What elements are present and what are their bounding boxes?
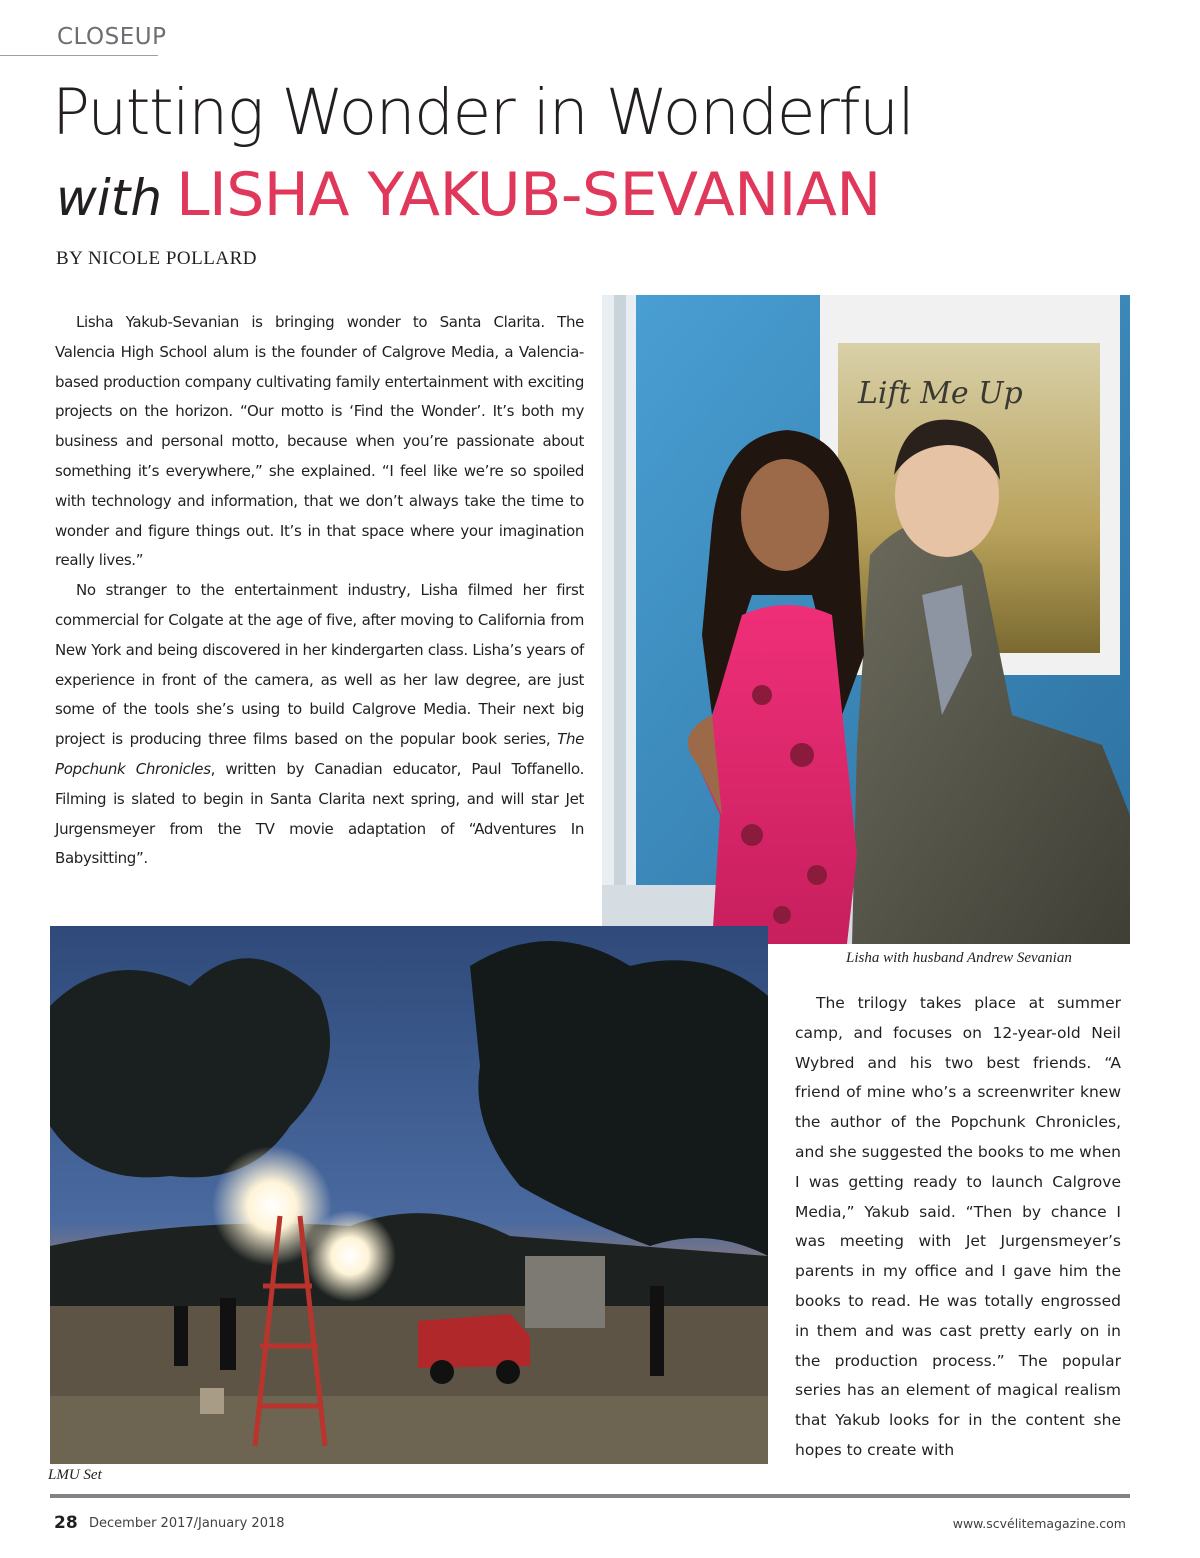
paragraph-text: No stranger to the entertainment industry, Lisha filmed her first commercial for Colgate at the age of five, after moving to California from New York and being discovered in her kindergarten class. Lisha’s years of experience in front of the camera, as well as her law degree, are just some of the tools she’s using to build Calgrove Media. Their next big project is producing three films based on the popular book series, (55, 581, 584, 749)
headline-name: LISHA YAKUB-SEVANIAN (176, 160, 881, 230)
section-divider (0, 55, 158, 56)
section-label: CLOSEUP (57, 24, 167, 50)
headline-with-word: with (56, 169, 163, 227)
article-column-right (795, 989, 1121, 1466)
poster-text: Lift Me Up (858, 376, 1023, 411)
article-column-left (55, 308, 584, 874)
film-set-photo (50, 926, 768, 1464)
couple-photo-caption: Lisha with husband Andrew Sevanian (846, 950, 1072, 966)
byline: BY NICOLE POLLARD (56, 248, 257, 269)
book-title: The Popchunk Chronicles (55, 730, 584, 778)
issue-date: December 2017/January 2018 (89, 1516, 285, 1531)
film-set-photo-caption: LMU Set (48, 1467, 102, 1483)
headline: Putting Wonder in Wonderful (52, 76, 914, 149)
website-url: www.scvélitemagazine.com (952, 1516, 1126, 1531)
article-paragraph (55, 576, 584, 874)
footer-divider (50, 1494, 1130, 1498)
article-paragraph: The trilogy takes place at summer camp, and focuses on 12-year-old Neil Wybred and his two best friends. “A friend of mine who’s a screenwriter knew the author of the Popchunk Chronicles, and she suggested the books to me when I was getting ready to launch Calgrove Media,” Yakub said. “Then by chance I was meeting with Jet Jurgensmeyer’s parents in my office and I gave him the books to read. He was totally engrossed in them and was cast pretty early on in the production process.” The popular series has an element of magical realism that Yakub looks for in the content she hopes to create with (795, 994, 1121, 1459)
article-paragraph: Lisha Yakub-Sevanian is bringing wonder to Santa Clarita. The Valencia High School alum is the founder of Calgrove Media, a Valencia-based production company cultivating family entertainment with exciting projects on the horizon. “Our motto is ‘Find the Wonder’. It’s both my business and personal motto, because when you’re passionate about something it’s everywhere,” she explained. “I feel like we’re so spoiled with technology and information, that we don’t always take the time to wonder and figure things out. It’s in that space where your imagination really lives.” (55, 313, 584, 570)
headline-subject (56, 160, 881, 230)
page-number: 28 (54, 1513, 78, 1533)
couple-photo (602, 295, 1130, 944)
paragraph-text: , written by Canadian educator, Paul Toffanello. Filming is slated to begin in Santa Clarita next spring, and will star Jet Jurgensmeyer from the TV movie adaptation of “Adventures In Babysitting”. (55, 759, 584, 868)
